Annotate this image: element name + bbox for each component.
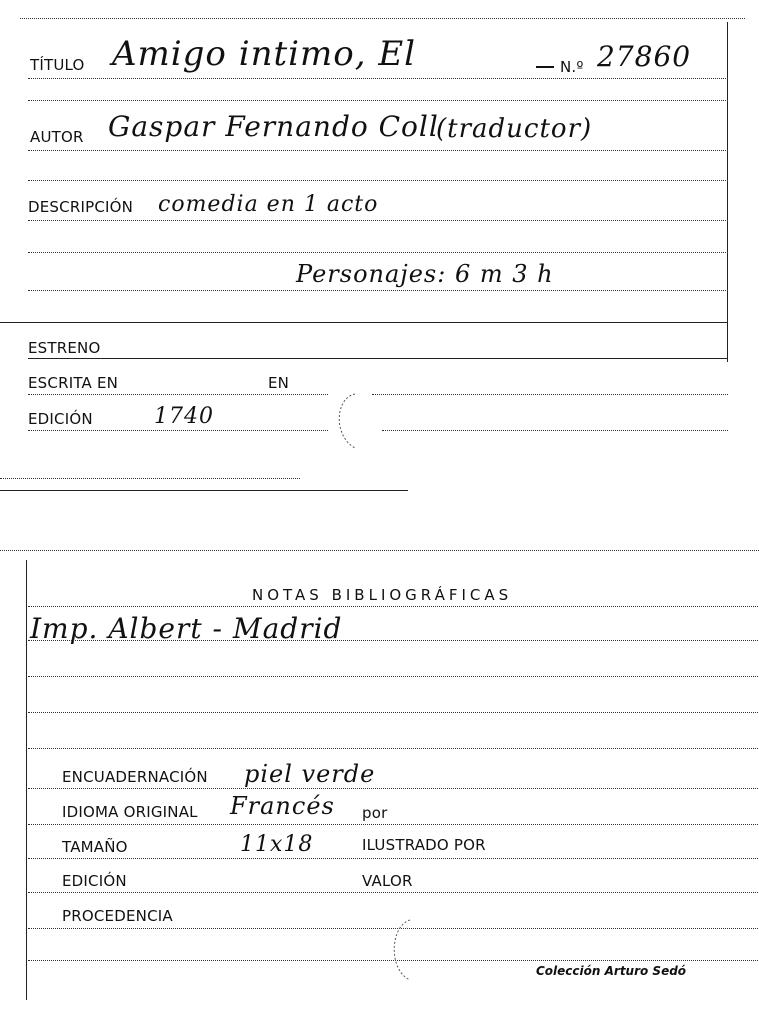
escrita-en-label: ESCRITA EN — [28, 374, 119, 392]
coleccion-credit: Colección Arturo Sedó — [536, 964, 687, 978]
edicion-line-right — [382, 430, 728, 431]
strike-mark — [534, 62, 558, 72]
left-edge — [26, 560, 27, 1000]
tamano-line — [28, 858, 758, 859]
estreno-label: ESTRENO — [28, 339, 101, 357]
en-label: EN — [268, 374, 290, 392]
autor-label: AUTOR — [30, 128, 84, 146]
rule-line — [28, 180, 728, 181]
bottom-dotted — [0, 478, 300, 479]
bottom-edge — [0, 490, 408, 491]
edicion-label: EDICIÓN — [28, 410, 93, 428]
titulo-line — [28, 78, 728, 79]
divider-line — [0, 322, 728, 323]
idioma-value: Francés — [230, 792, 335, 820]
rule-line — [28, 252, 728, 253]
tamano-label: TAMAÑO — [62, 838, 128, 856]
top-border — [20, 18, 745, 19]
punch-hole-mark — [380, 916, 440, 986]
rule-line — [28, 712, 758, 713]
descripcion-line — [28, 220, 728, 221]
valor-label: VALOR — [362, 872, 413, 890]
encuadernacion-label: ENCUADERNACIÓN — [62, 768, 208, 786]
descripcion-label: DESCRIPCIÓN — [28, 198, 134, 216]
idioma-line — [28, 824, 758, 825]
catalog-card-front — [0, 0, 759, 500]
estreno-line — [28, 358, 728, 359]
top-border — [0, 550, 759, 551]
rule-line — [28, 290, 728, 291]
en-line — [372, 394, 728, 395]
right-edge — [727, 22, 728, 362]
notas-value: Imp. Albert - Madrid — [30, 612, 343, 645]
procedencia-label: PROCEDENCIA — [62, 907, 173, 925]
descripcion-value: comedia en 1 acto — [158, 192, 379, 217]
autor-line — [28, 150, 728, 151]
catalog-card-back — [0, 540, 759, 1028]
rule-line — [28, 640, 758, 641]
titulo-label: TÍTULO — [30, 56, 85, 74]
escrita-line — [28, 394, 328, 395]
tamano-value: 11x18 — [240, 832, 314, 857]
rule-line — [28, 676, 758, 677]
edicion-line-2 — [28, 892, 758, 893]
autor-note: (traductor) — [436, 114, 593, 144]
por-label: por — [362, 804, 388, 822]
edicion-line — [28, 430, 328, 431]
rule-line — [28, 748, 758, 749]
numero-value: 27860 — [597, 40, 692, 73]
idioma-label: IDIOMA ORIGINAL — [62, 803, 198, 821]
ilustrado-label: ILUSTRADO POR — [362, 836, 486, 854]
rule-line — [28, 606, 758, 607]
rule-line — [28, 100, 728, 101]
punch-hole-mark — [325, 392, 385, 452]
encuadernacion-line — [28, 788, 758, 789]
titulo-value: Amigo intimo, El — [112, 34, 417, 74]
rule-line — [28, 960, 758, 961]
edicion-label-2: EDICIÓN — [62, 872, 127, 890]
autor-value: Gaspar Fernando Coll — [108, 110, 439, 143]
numero-label: N.º — [560, 58, 584, 76]
edicion-value: 1740 — [154, 404, 214, 429]
encuadernacion-value: piel verde — [244, 760, 376, 788]
notas-title: NOTAS BIBLIOGRÁFICAS — [252, 586, 513, 604]
personajes-value: Personajes: 6 m 3 h — [296, 260, 554, 288]
